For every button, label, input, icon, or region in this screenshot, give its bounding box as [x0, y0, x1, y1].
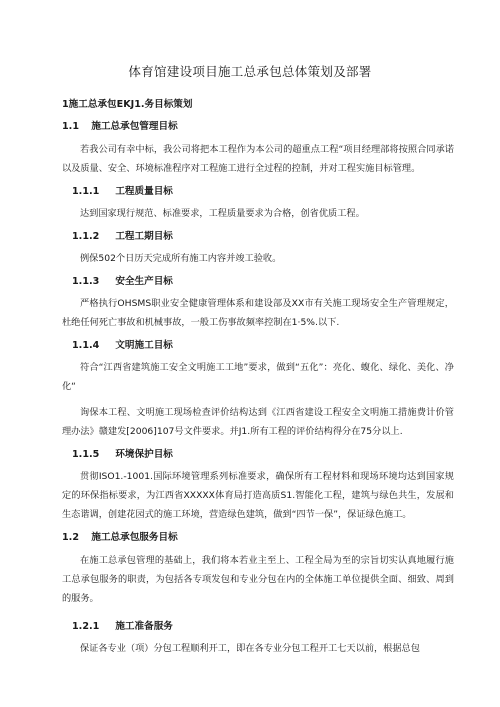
heading-text: 环境保护目标 — [115, 449, 173, 460]
heading-text: 1施工总承包EKJ1.务目标策划 — [62, 99, 193, 110]
paragraph: 贯彻ISO1.-1001.国际环境管理系列标准要求，确保所有工程材料和现场环境均达到国家规定的环保指标要求，为江西省XXXXX体育局打造高质S1.智能化工程，建筑与绿色共生，发展和生态谐调，创建花园式的施工环境，营造绿色建筑，做到“四节一保”，保证绿色施工。 — [62, 471, 454, 520]
heading-text: 工程工期目标 — [115, 231, 173, 242]
heading-text: 工程质量目标 — [115, 186, 173, 197]
heading-number: 1.1.1 — [72, 186, 100, 197]
paragraph: 例保502个日历天完成所有施工内容并竣工验收。 — [80, 253, 282, 264]
document-body — [62, 98, 454, 665]
heading-text: 施工准备服务 — [115, 621, 173, 632]
heading-number: 1.1.2 — [72, 231, 100, 242]
heading-1-1-1 — [62, 185, 454, 199]
heading-1-1-4 — [62, 339, 454, 353]
heading-number: 1.1.5 — [72, 449, 100, 460]
heading-number: 1.1.3 — [72, 276, 100, 287]
heading-1-2 — [62, 531, 454, 545]
heading-1 — [62, 98, 454, 112]
heading-text: 文明施工目标 — [115, 340, 173, 351]
heading-1-1-5 — [62, 448, 454, 462]
paragraph: 保证各专业（项）分包工程顺利开工，即在各专业分包工程开工七天以前，根据总包 — [80, 643, 420, 654]
heading-number: 1.1 — [62, 121, 79, 132]
heading-1-2-1 — [62, 620, 454, 634]
heading-number: 1.1.4 — [72, 340, 100, 351]
heading-text: 安全生产目标 — [115, 276, 173, 287]
document-title: 体育馆建设项目施工总承包总体策划及部署 — [128, 64, 372, 79]
paragraph: 符合“江西省建筑施工安全文明施工工地”要求，做到“五化”：亮化、蝮化、绿化、美化、净化“ — [62, 362, 454, 392]
paragraph: 若我公司有幸中标，我公司将把本工程作为本公司的超重点工程“项目经理部将按照合同承诺以及质量、安全、环境标准程序对工程施工进行全过程的控制，并对工程实施目标管理。 — [62, 144, 454, 174]
heading-1-1 — [62, 120, 454, 134]
paragraph: 达到国家现行规范、标准要求，工程质量要求为合格，创省优质工程。 — [80, 208, 365, 219]
paragraph: 严格执行OHSMS职业安全健康管理体系和建设部及XX市有关施工现场安全生产管理规定，杜绝任何死亡事故和机械事故，一般工伤事故频率控制在1·5%.以下. — [62, 298, 454, 328]
heading-text: 施工总承包管理目标 — [91, 121, 178, 132]
heading-number: 1.2 — [62, 532, 79, 543]
heading-1-1-3 — [62, 275, 454, 289]
heading-text: 施工总承包服务目标 — [91, 532, 178, 543]
paragraph: 询保本工程、文明施工现场检查评价结构达到《江西省建设工程安全文明施工措施费计价管理办法》赣建发[2006]107号文件要求。并J1.所有工程的评价结构得分在75分以上. — [62, 407, 454, 437]
paragraph: 在施工总承包管理的基础上，我们将本若业主至上、工程全局为至的宗旨切实认真地履行施工总承包服务的职责，为包括各专项发包和专业分包在内的全体施工单位提供全面、细致、周到的服务。 — [62, 555, 454, 604]
heading-number: 1.2.1 — [72, 621, 100, 632]
heading-1-1-2 — [62, 230, 454, 244]
